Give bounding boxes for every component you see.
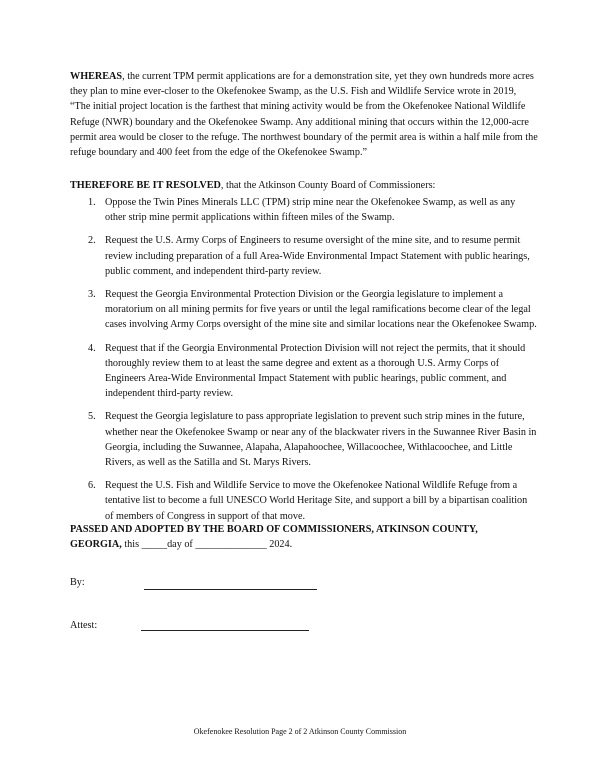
item-text: Request the Georgia legislature to pass appropriate legislation to prevent such strip mines in the future, whether near the Okefenokee Swamp or near any of the blackwater rivers in the Suwannee River Basin in Georgia, including the Suwannee, Alapaha, Alapahoochee, Willacoochee, Withlacoochee, and Little Rivers, as well as the Satilla and St. Marys Rivers. — [105, 411, 537, 469]
attest-label: Attest: — [70, 620, 98, 631]
item-text: Request the U.S. Fish and Wildlife Service to move the Okefenokee National Wildlife Refuge from a tentative list to become a full UNESCO World Heritage Site, and support a bill by a bipartisan coalition of members of Congress in support of that move. — [105, 480, 528, 522]
by-label: By: — [70, 577, 85, 588]
item-text: Oppose the Twin Pines Minerals LLC (TPM) strip mine near the Okefenokee Swamp, as well as any other strip mine permit applications within fifteen miles of the Swamp. — [105, 197, 516, 224]
resolved-lead: THEREFORE BE IT RESOLVED — [70, 180, 221, 191]
item-number: 5. — [88, 411, 96, 423]
item-text: Request the U.S. Army Corps of Engineers to resume oversight of the mine site, and to resume permit review including preparation of a full Area-Wide Environmental Impact Statement with public hearings, public comment, and independent third-party review. — [105, 235, 530, 277]
resolution-list — [70, 195, 538, 532]
whereas-lead: WHEREAS — [70, 71, 123, 82]
item-number: 2. — [88, 235, 96, 247]
passed-line1: PASSED AND ADOPTED BY THE BOARD OF COMMISSIONERS, ATKINSON COUNTY, — [70, 524, 478, 535]
list-item — [70, 341, 538, 402]
attest-signature-line — [141, 630, 309, 631]
list-item — [70, 233, 538, 279]
page-footer: Okefenokee Resolution Page 2 of 2 Atkinson County Commission — [193, 727, 407, 736]
item-number: 6. — [88, 480, 96, 492]
resolved-text: , that the Atkinson County Board of Commissioners: — [220, 180, 436, 191]
list-item — [70, 478, 538, 524]
list-item — [70, 287, 538, 333]
whereas-paragraph — [70, 69, 538, 160]
whereas-text: , the current TPM permit applications are for a demonstration site, yet they own hundreds more acres they plan to mine ever-closer to the Okefenokee Swamp, as the U.S. Fish and Wildlife Service wrote in 2019, “The initial project location is the farthest that mining activity would be from the Okefenokee National Wildlife Refuge (NWR) boundary and the Okefenokee Swamp. Any additional mining that occurs within the 12,000-acre permit area would be closer to the refuge. The northwest boundary of the permit area is within a half mile from the refuge boundary and 400 feet from the edge of the Okefenokee Swamp.” — [70, 71, 538, 159]
passed-adopted-paragraph — [70, 522, 538, 552]
item-number: 4. — [88, 342, 96, 354]
item-number: 3. — [88, 289, 96, 301]
by-signature-line — [144, 589, 317, 590]
item-text: Request that if the Georgia Environmental Protection Division will not reject the permits, that it should thoroughly review them to at least the same degree and extent as a thorough U.S. Army Corps of Engineers Area-Wide Environmental Impact Statement with public hearings, public comment, and independent third-party review. — [105, 342, 526, 400]
list-item — [70, 195, 538, 225]
list-item — [70, 409, 538, 470]
resolved-paragraph — [70, 178, 538, 193]
item-text: Request the Georgia Environmental Protection Division or the Georgia legislature to implement a moratorium on all mining permits for five years or until the legal ramifications become clear of the legal cases involving Army Corps oversight of the mine site and similar locations near the Okefenokee Swamp. — [105, 289, 537, 331]
item-number: 1. — [88, 197, 96, 208]
passed-lead2: GEORGIA, — [70, 539, 122, 551]
passed-date-line: this _____day of ______________ 2024. — [121, 539, 293, 551]
